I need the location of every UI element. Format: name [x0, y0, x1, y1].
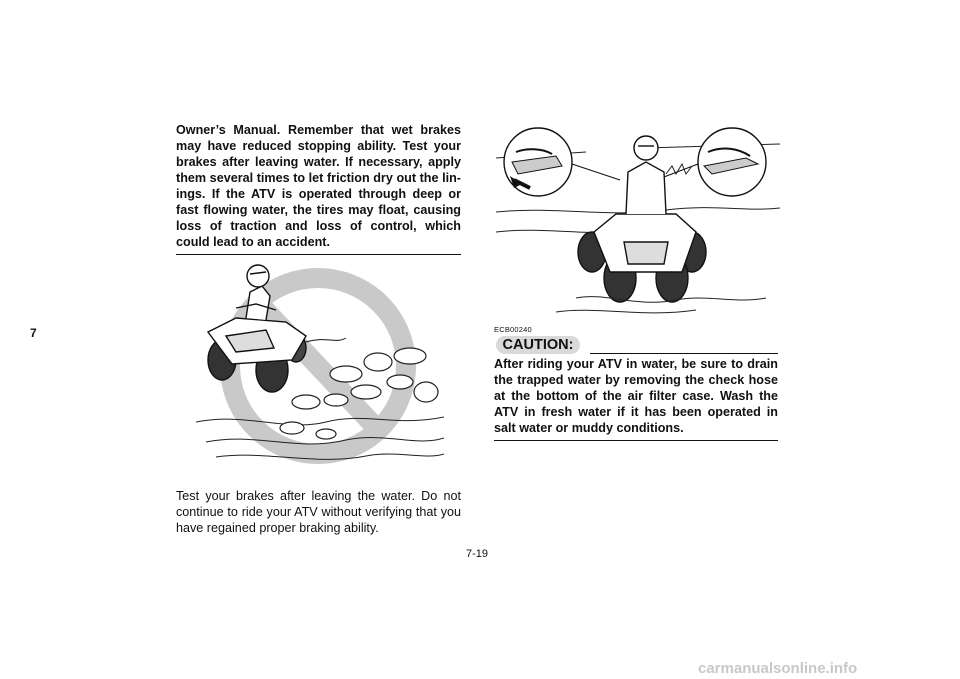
caution-code: ECB00240	[494, 325, 532, 334]
prohibited-atv-stream-illustration	[196, 252, 444, 474]
page-number: 7-19	[466, 548, 489, 560]
caution-header-rule	[590, 353, 778, 354]
body-paragraph: Test your brakes after leaving the water. Do not continue to ride your ATV without verifying that you have regained proper braking ability.	[176, 489, 461, 535]
watermark: carmanualsonline.info	[698, 660, 858, 677]
caution-end-rule	[494, 440, 778, 441]
right-brake-lever-inset	[698, 128, 766, 196]
left-brake-lever-inset	[504, 128, 572, 196]
chapter-tab: 7	[30, 326, 37, 340]
caution-label: CAUTION:	[496, 336, 580, 354]
warning-paragraph: Owner’s Manual. Remember that wet brakes may have reduced stopping ability. Test your brakes after leaving water. If necessary, apply them several times to let friction dry out the lin-ings. If the ATV is operated through deep or fast flowing water, the tires may float, causing loss of traction and loss of control, which could lead to an accident.	[176, 123, 461, 249]
warning-text-block	[176, 122, 461, 255]
brake-test-illustration	[496, 122, 780, 320]
caution-paragraph: After riding your ATV in water, be sure to drain the trapped water by removing the check hose at the bottom of the air filter case. Wash the ATV in fresh water if it has been operated in salt water or muddy conditions.	[494, 357, 778, 435]
caution-text-block	[494, 356, 778, 441]
